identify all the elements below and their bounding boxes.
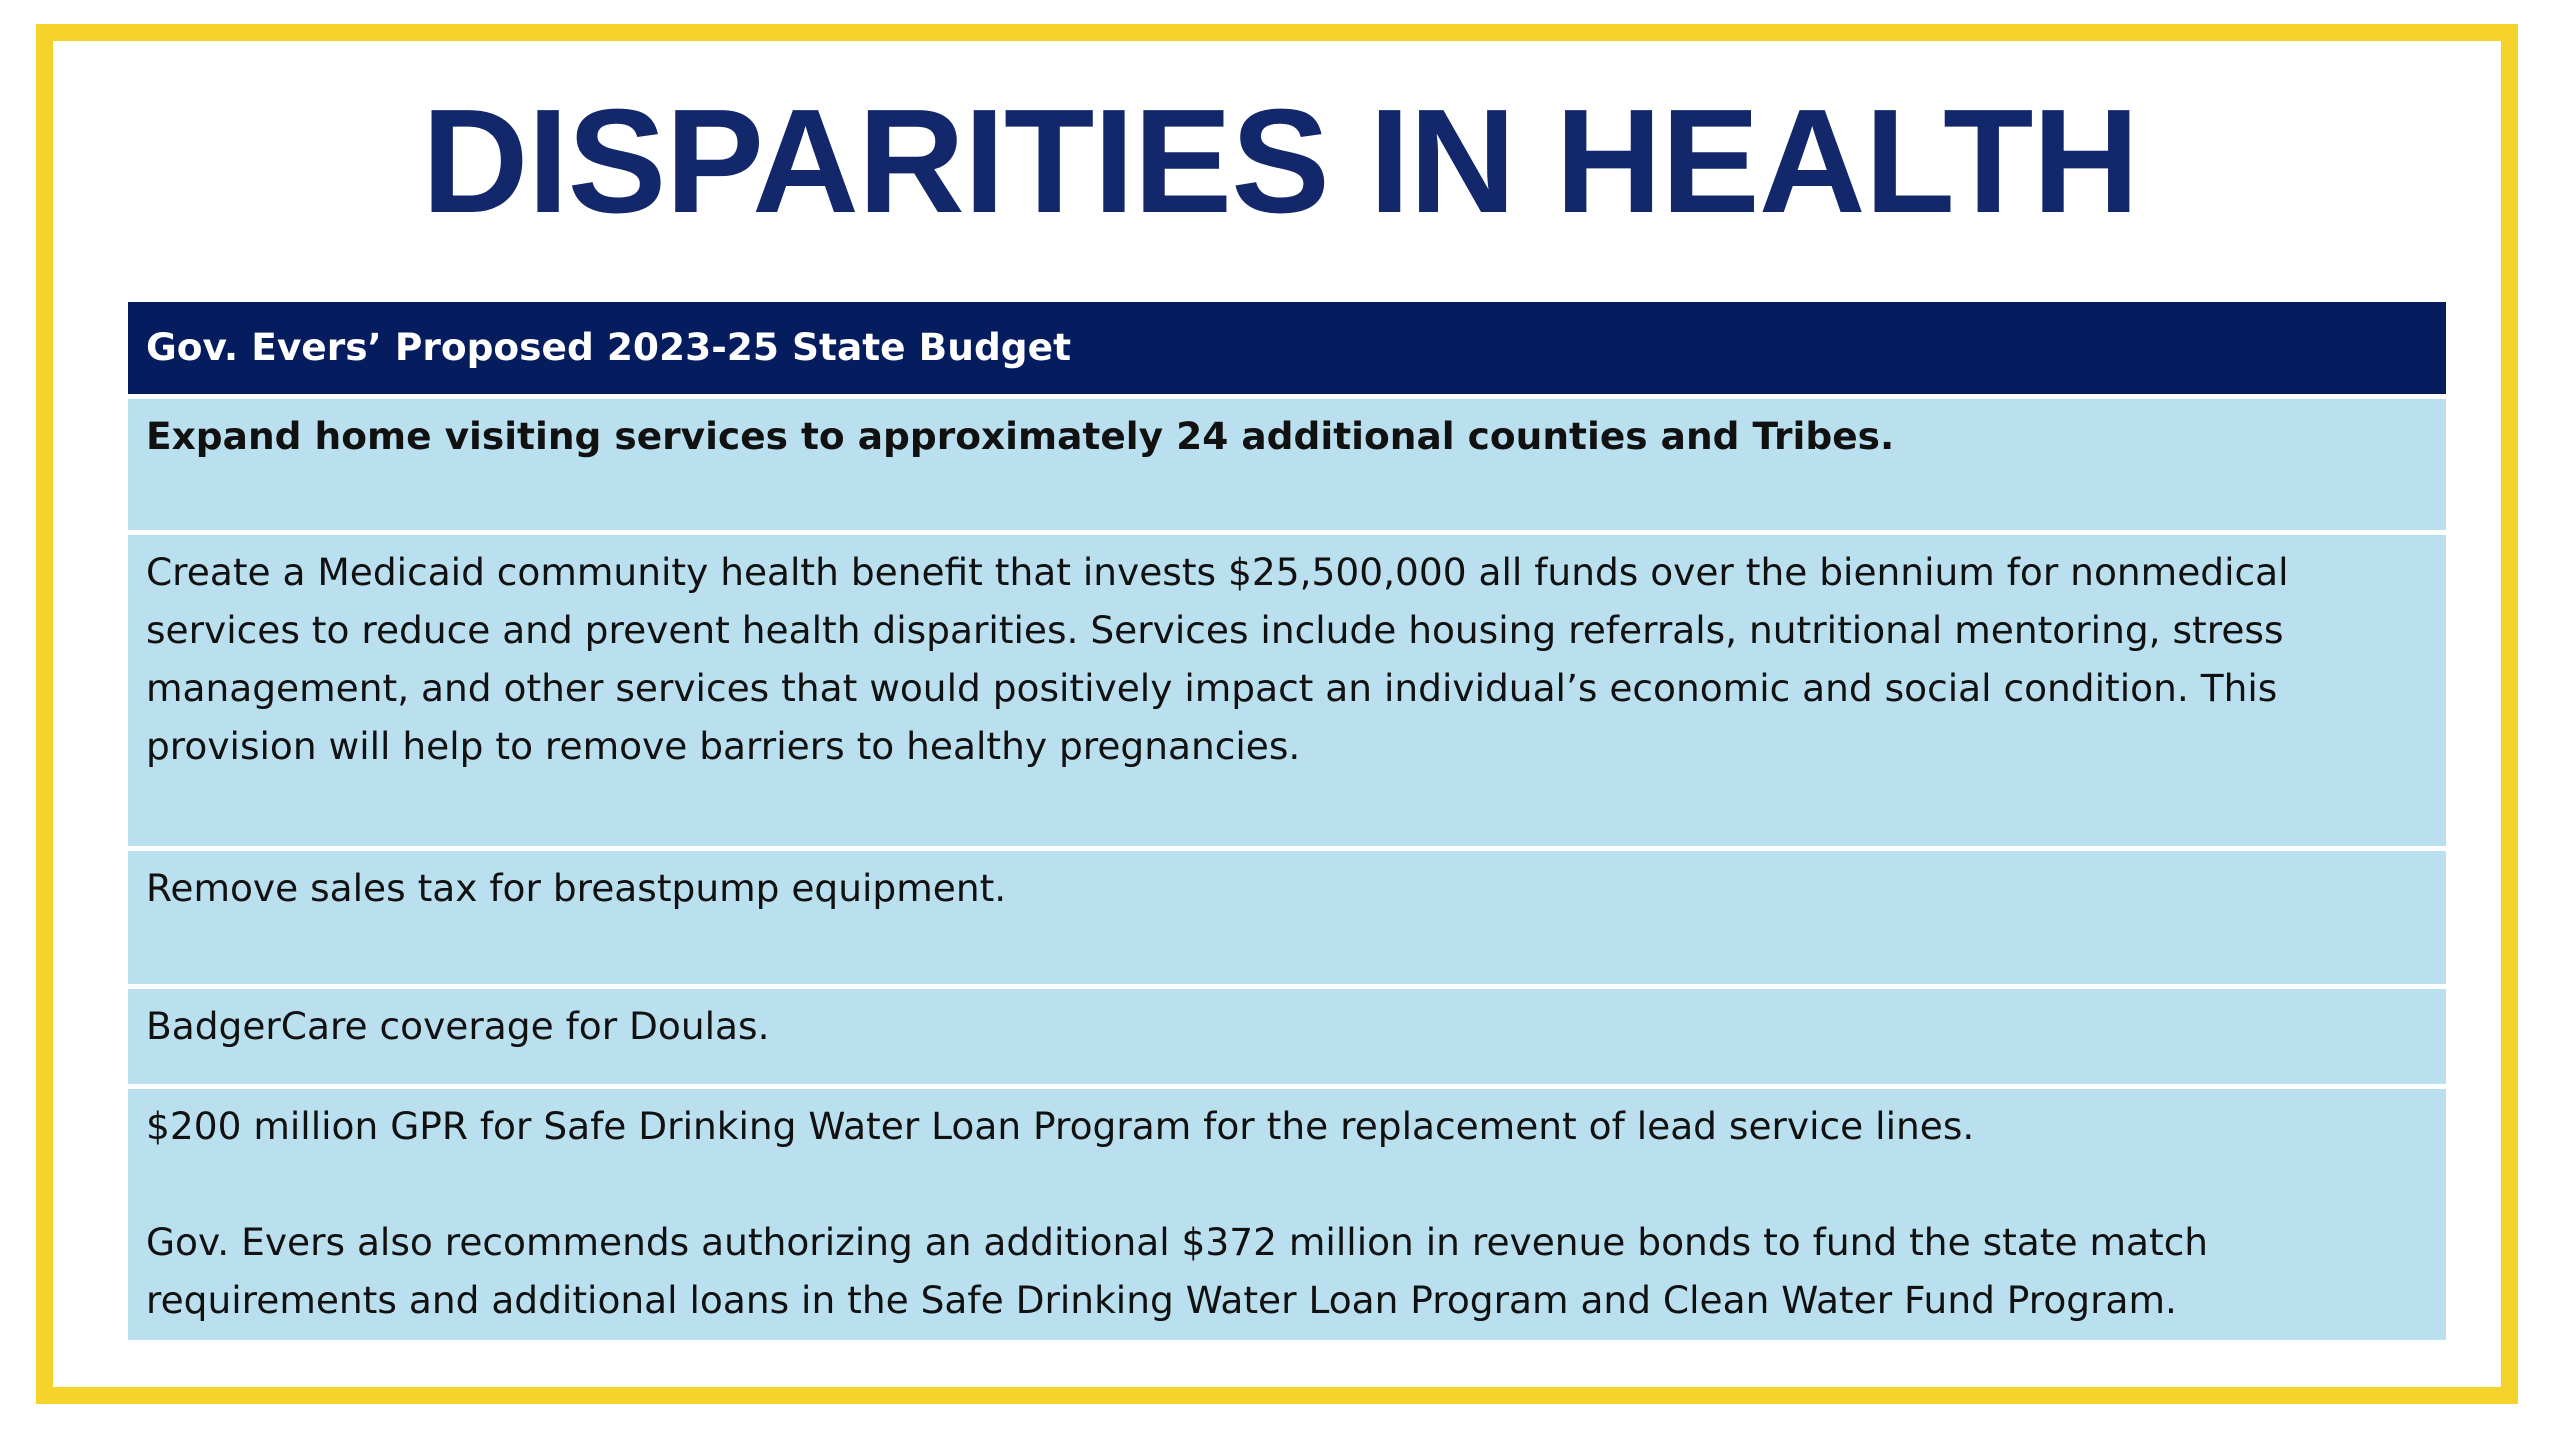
row-text: BadgerCare coverage for Doulas.	[146, 1004, 770, 1048]
table-row-drinking-water	[128, 1084, 2446, 1340]
table-row-doula-coverage	[128, 984, 2446, 1084]
row-text: services to reduce and prevent health disparities. Services include housing referrals, nutritional mentoring, stress	[146, 608, 2284, 652]
paragraph-gap	[146, 1155, 2428, 1213]
slide-title: DISPARITIES IN HEALTH	[421, 79, 2139, 244]
row-text: management, and other services that would positively impact an individual’s economic and social condition. This	[146, 666, 2278, 710]
table-row-medicaid-benefit	[128, 530, 2446, 846]
row-text: Gov. Evers also recommends authorizing an additional $372 million in revenue bonds to fund the state match	[146, 1220, 2209, 1264]
row-text: Remove sales tax for breastpump equipment.	[146, 866, 1007, 910]
table-row-home-visiting	[128, 394, 2446, 530]
table-header: Gov. Evers’ Proposed 2023-25 State Budget	[128, 302, 2446, 394]
row-text: Expand home visiting services to approximately 24 additional counties and Tribes.	[146, 414, 1895, 458]
row-text: provision will help to remove barriers to healthy pregnancies.	[146, 724, 1301, 768]
row-text: requirements and additional loans in the Safe Drinking Water Loan Program and Clean Water Fund Program.	[146, 1278, 2177, 1322]
row-text: $200 million GPR for Safe Drinking Water Loan Program for the replacement of lead service lines.	[146, 1104, 1975, 1148]
budget-table	[128, 302, 2446, 1340]
row-text: Create a Medicaid community health benefit that invests $25,500,000 all funds over the biennium for nonmedical	[146, 550, 2289, 594]
table-row-breastpump-tax	[128, 846, 2446, 984]
